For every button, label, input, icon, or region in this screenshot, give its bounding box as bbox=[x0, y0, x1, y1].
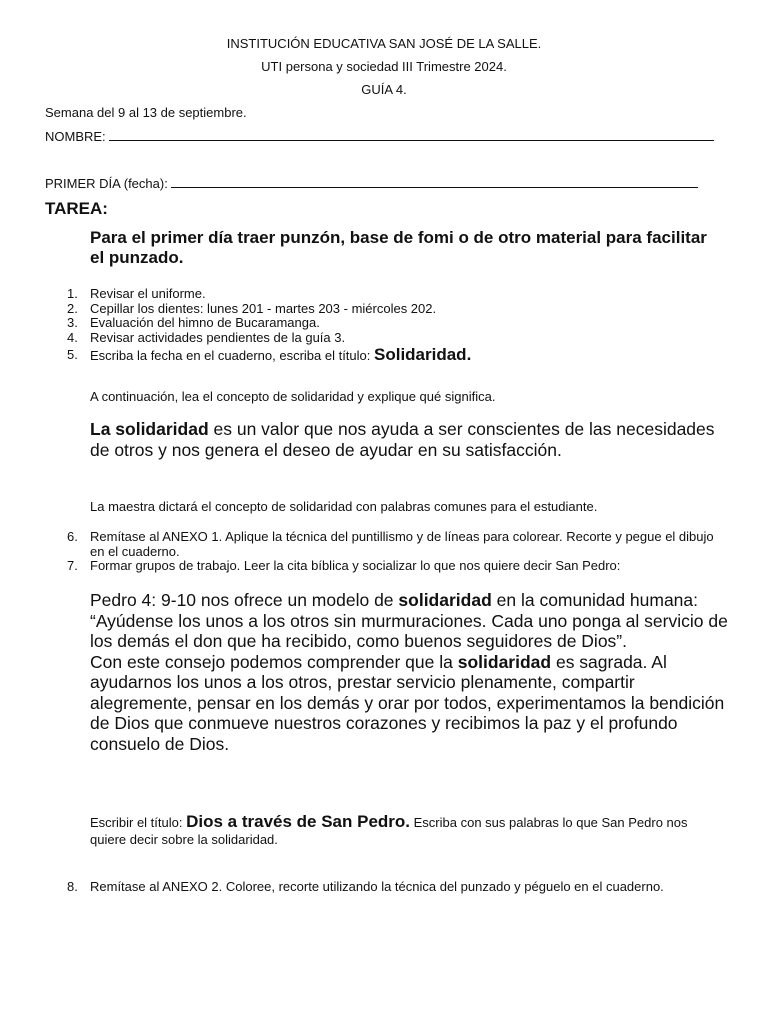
list-item: 1. Revisar el uniforme. bbox=[67, 286, 206, 301]
task-list-b bbox=[45, 530, 725, 574]
solidarity-title: Solidaridad. bbox=[374, 345, 472, 364]
definition-term: La solidaridad bbox=[90, 419, 209, 439]
list-item: 5. Escriba la fecha en el cuaderno, escriba el título: Solidaridad. bbox=[67, 345, 472, 364]
task-intro: Para el primer día traer punzón, base de fomi o de otro material para facilitar el punzado. bbox=[90, 228, 707, 267]
name-label: NOMBRE: bbox=[45, 129, 106, 144]
write-title-instruction: Escribir el título: Dios a través de San Pedro. Escriba con sus palabras lo que San Pedro nos quiere decir sobre la solidaridad. bbox=[90, 812, 688, 847]
teacher-note: La maestra dictará el concepto de solidaridad con palabras comunes para el estudiante. bbox=[90, 499, 598, 514]
solidarity-definition bbox=[90, 419, 720, 460]
task-list-a bbox=[45, 287, 725, 366]
list-item: 4. Revisar actividades pendientes de la guía 3. bbox=[67, 329, 346, 345]
list-item: 3. Evaluación del himno de Bucaramanga. bbox=[67, 315, 320, 330]
read-instruction: A continuación, lea el concepto de solidaridad y explique qué significa. bbox=[90, 389, 496, 404]
name-field[interactable] bbox=[45, 128, 714, 144]
scripture-reflection: Con este consejo podemos comprender que la solidaridad es sagrada. Al ayudarnos los unos a los otros, prestar servicio plenamente, compartir alegremente, pensar en los demás y orar por todos, experimentamos la bendición de Dios que conmueve nuestros corazones y recibimos la paz y el profundo consuelo de Dios. bbox=[90, 651, 725, 754]
task-list-c bbox=[45, 880, 725, 895]
first-day-field[interactable] bbox=[45, 175, 698, 191]
scripture-intro: Pedro 4: 9-10 nos ofrece un modelo de solidaridad en la comunidad humana: bbox=[90, 590, 699, 610]
list-item: 2. Cepillar los dientes: lunes 201 - martes 203 - miércoles 202. bbox=[67, 300, 437, 316]
san-pedro-title: Dios a través de San Pedro. bbox=[186, 812, 411, 831]
institution-name: INSTITUCIÓN EDUCATIVA SAN JOSÉ DE LA SALLE. bbox=[226, 36, 542, 51]
list-item: 8. Remítase al ANEXO 2. Coloree, recorte utilizando la técnica del punzado y péguelo en el cuaderno. bbox=[67, 879, 664, 894]
list-item: 6. Remítase al ANEXO 1. Aplique la técnica del puntillismo y de líneas para colorear. Recorte y pegue el dibujo en el cuaderno. bbox=[67, 529, 714, 559]
first-day-label: PRIMER DÍA (fecha): bbox=[45, 176, 168, 191]
guide-number: GUÍA 4. bbox=[361, 82, 407, 97]
scripture-passage bbox=[90, 590, 730, 754]
course-title: UTI persona y sociedad III Trimestre 2024. bbox=[261, 59, 507, 74]
list-item: 7. Formar grupos de trabajo. Leer la cita bíblica y socializar lo que nos quiere decir San Pedro: bbox=[67, 558, 621, 573]
first-day-blank-line[interactable] bbox=[171, 175, 698, 188]
week-range: Semana del 9 al 13 de septiembre. bbox=[45, 105, 247, 120]
scripture-quote: “Ayúdense los unos a los otros sin murmuraciones. Cada uno ponga al servicio de los demás el don que ha recibido, como buenos seguidores de Dios”. bbox=[90, 610, 728, 651]
task-heading: TAREA: bbox=[45, 199, 108, 218]
name-blank-line[interactable] bbox=[109, 128, 714, 141]
definition-text: es un valor que nos ayuda a ser conscientes de las necesidades de otros y nos genera el deseo de ayudar en su satisfacción. bbox=[90, 419, 715, 460]
